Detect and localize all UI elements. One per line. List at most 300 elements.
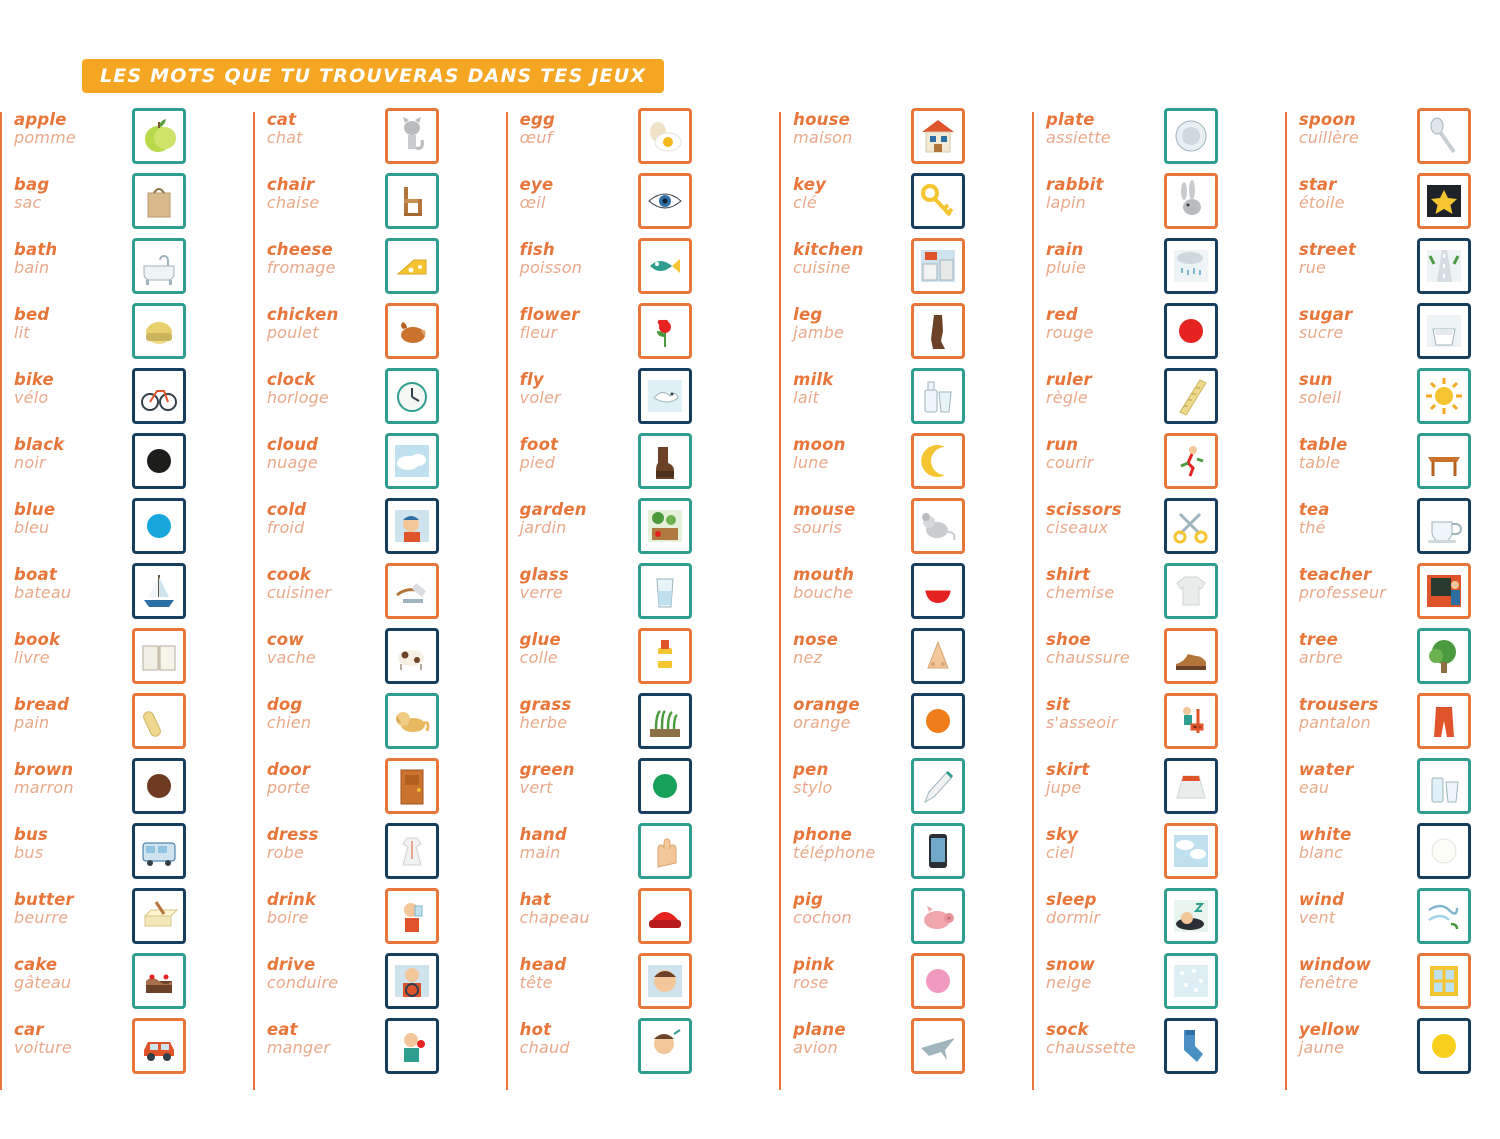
english-word: egg bbox=[519, 110, 556, 129]
word-pair bbox=[267, 628, 375, 667]
word-pair bbox=[520, 498, 628, 537]
word-pair bbox=[1299, 108, 1407, 147]
word-entry bbox=[267, 368, 468, 433]
french-word: main bbox=[519, 843, 561, 863]
word-entry bbox=[1299, 108, 1500, 173]
page-title-banner bbox=[82, 59, 664, 93]
chair-icon bbox=[385, 173, 439, 229]
word-entry bbox=[267, 1018, 468, 1083]
word-pair bbox=[267, 758, 375, 797]
word-entry bbox=[793, 758, 994, 823]
pen-icon bbox=[911, 758, 965, 814]
word-pair bbox=[1299, 368, 1407, 407]
word-entry bbox=[267, 563, 468, 628]
english-word: foot bbox=[519, 435, 559, 454]
french-word: chapeau bbox=[519, 908, 590, 928]
french-word: bleu bbox=[14, 518, 50, 538]
baguette-icon bbox=[132, 693, 186, 749]
french-word: tête bbox=[519, 973, 553, 993]
moon-icon bbox=[911, 433, 965, 489]
cat-icon bbox=[385, 108, 439, 164]
head-icon bbox=[638, 953, 692, 1009]
french-word: pantalon bbox=[1298, 713, 1371, 733]
word-entry bbox=[793, 628, 994, 693]
word-entry bbox=[1046, 498, 1247, 563]
word-entry bbox=[14, 108, 215, 173]
french-word: bus bbox=[14, 843, 44, 863]
word-pair bbox=[1299, 628, 1407, 667]
pig-icon bbox=[911, 888, 965, 944]
english-word: boat bbox=[14, 565, 57, 584]
french-word: téléphone bbox=[793, 843, 876, 863]
clock-icon bbox=[385, 368, 439, 424]
flying-bird-icon bbox=[638, 368, 692, 424]
word-pair bbox=[14, 758, 122, 797]
english-word: leg bbox=[793, 305, 823, 324]
french-word: manger bbox=[266, 1038, 331, 1058]
english-word: red bbox=[1046, 305, 1078, 324]
french-word: horloge bbox=[266, 388, 329, 408]
word-pair bbox=[14, 953, 122, 992]
word-pair bbox=[267, 953, 375, 992]
apple-icon bbox=[132, 108, 186, 164]
driving-icon bbox=[385, 953, 439, 1009]
english-word: teacher bbox=[1298, 565, 1372, 584]
french-word: voler bbox=[519, 388, 561, 408]
word-pair bbox=[1046, 498, 1154, 537]
word-entry bbox=[520, 888, 721, 953]
word-entry bbox=[520, 303, 721, 368]
sailboat-icon bbox=[132, 563, 186, 619]
english-word: yellow bbox=[1298, 1020, 1360, 1039]
word-pair bbox=[1046, 823, 1154, 862]
french-word: courir bbox=[1046, 453, 1094, 473]
english-word: clock bbox=[266, 370, 316, 389]
sugar-icon bbox=[1417, 303, 1471, 359]
english-word: hand bbox=[519, 825, 567, 844]
milk-icon bbox=[911, 368, 965, 424]
word-pair bbox=[1299, 823, 1407, 862]
word-entry bbox=[1046, 238, 1247, 303]
word-entry bbox=[1046, 108, 1247, 173]
french-word: livre bbox=[14, 648, 50, 668]
word-pair bbox=[1046, 888, 1154, 927]
word-pair bbox=[520, 953, 628, 992]
english-word: milk bbox=[793, 370, 834, 389]
english-word: car bbox=[14, 1020, 44, 1039]
french-word: sucre bbox=[1298, 323, 1344, 343]
word-pair bbox=[1046, 563, 1154, 602]
word-pair bbox=[1046, 108, 1154, 147]
column-gap bbox=[1247, 108, 1285, 1083]
tea-icon bbox=[1417, 498, 1471, 554]
english-word: glass bbox=[519, 565, 569, 584]
english-word: cloud bbox=[266, 435, 319, 454]
english-word: trousers bbox=[1298, 695, 1379, 714]
word-entry bbox=[14, 953, 215, 1018]
window-icon bbox=[1417, 953, 1471, 1009]
english-word: brown bbox=[14, 760, 74, 779]
word-pair bbox=[520, 758, 628, 797]
cake-icon bbox=[132, 953, 186, 1009]
word-entry bbox=[1046, 758, 1247, 823]
word-entry bbox=[520, 758, 721, 823]
word-pair bbox=[267, 563, 375, 602]
bag-icon bbox=[132, 173, 186, 229]
kitchen-icon bbox=[911, 238, 965, 294]
french-word: robe bbox=[266, 843, 304, 863]
word-entry bbox=[1046, 823, 1247, 888]
word-pair bbox=[793, 823, 901, 862]
rain-icon bbox=[1164, 238, 1218, 294]
word-entry bbox=[1046, 173, 1247, 238]
word-entry bbox=[793, 953, 994, 1018]
french-word: neige bbox=[1046, 973, 1092, 993]
word-pair bbox=[14, 238, 122, 277]
word-pair bbox=[793, 108, 901, 147]
french-word: œil bbox=[519, 193, 546, 213]
word-entry bbox=[793, 108, 994, 173]
word-entry bbox=[1299, 303, 1500, 368]
english-word: skirt bbox=[1046, 760, 1090, 779]
word-pair bbox=[1299, 758, 1407, 797]
sky-icon bbox=[1164, 823, 1218, 879]
french-word: gâteau bbox=[14, 973, 72, 993]
word-entry bbox=[793, 173, 994, 238]
english-word: green bbox=[519, 760, 575, 779]
word-entry bbox=[267, 823, 468, 888]
french-word: chaise bbox=[266, 193, 320, 213]
french-word: chaussure bbox=[1046, 648, 1130, 668]
column-1 bbox=[0, 108, 215, 1083]
word-entry bbox=[267, 693, 468, 758]
french-word: beurre bbox=[14, 908, 69, 928]
french-word: lapin bbox=[1046, 193, 1086, 213]
english-word: key bbox=[793, 175, 827, 194]
mouse-icon bbox=[911, 498, 965, 554]
word-pair bbox=[267, 1018, 375, 1057]
english-word: table bbox=[1298, 435, 1348, 454]
french-word: bateau bbox=[14, 583, 72, 603]
word-pair bbox=[1046, 693, 1154, 732]
french-word: eau bbox=[1298, 778, 1330, 798]
word-pair bbox=[267, 433, 375, 472]
butter-icon bbox=[132, 888, 186, 944]
english-word: sun bbox=[1298, 370, 1333, 389]
french-word: cuisiner bbox=[266, 583, 332, 603]
french-word: nuage bbox=[266, 453, 318, 473]
word-entry bbox=[520, 173, 721, 238]
cow-icon bbox=[385, 628, 439, 684]
word-entry bbox=[1299, 628, 1500, 693]
word-pair bbox=[520, 108, 628, 147]
word-pair bbox=[14, 563, 122, 602]
word-entry bbox=[1046, 368, 1247, 433]
word-entry bbox=[14, 238, 215, 303]
word-entry bbox=[1299, 368, 1500, 433]
french-word: assiette bbox=[1046, 128, 1111, 148]
green-circle-icon bbox=[638, 758, 692, 814]
word-pair bbox=[793, 953, 901, 992]
english-word: eye bbox=[519, 175, 554, 194]
word-entry bbox=[793, 823, 994, 888]
french-word: étoile bbox=[1298, 193, 1345, 213]
french-word: avion bbox=[793, 1038, 838, 1058]
english-word: cake bbox=[14, 955, 58, 974]
word-pair bbox=[793, 563, 901, 602]
word-pair bbox=[793, 173, 901, 212]
word-pair bbox=[1046, 173, 1154, 212]
sun-icon bbox=[1417, 368, 1471, 424]
english-word: street bbox=[1298, 240, 1357, 259]
eating-icon bbox=[385, 1018, 439, 1074]
word-pair bbox=[14, 888, 122, 927]
egg-icon bbox=[638, 108, 692, 164]
word-entry bbox=[267, 628, 468, 693]
star-icon bbox=[1417, 173, 1471, 229]
word-entry bbox=[14, 563, 215, 628]
word-entry bbox=[793, 563, 994, 628]
french-word: vache bbox=[266, 648, 316, 668]
sleeping-icon bbox=[1164, 888, 1218, 944]
french-word: jaune bbox=[1298, 1038, 1345, 1058]
french-word: vent bbox=[1298, 908, 1336, 928]
word-entry bbox=[793, 368, 994, 433]
english-word: nose bbox=[793, 630, 839, 649]
water-icon bbox=[1417, 758, 1471, 814]
english-word: drive bbox=[266, 955, 316, 974]
word-pair bbox=[14, 433, 122, 472]
english-word: scissors bbox=[1046, 500, 1122, 519]
flower-icon bbox=[638, 303, 692, 359]
word-pair bbox=[520, 563, 628, 602]
word-pair bbox=[267, 693, 375, 732]
word-pair bbox=[1046, 303, 1154, 342]
french-word: froid bbox=[266, 518, 305, 538]
french-word: nez bbox=[793, 648, 823, 668]
french-word: soleil bbox=[1298, 388, 1342, 408]
french-word: jardin bbox=[519, 518, 567, 538]
english-word: plate bbox=[1046, 110, 1095, 129]
dress-icon bbox=[385, 823, 439, 879]
word-entry bbox=[14, 303, 215, 368]
french-word: pied bbox=[519, 453, 556, 473]
rabbit-icon bbox=[1164, 173, 1218, 229]
word-entry bbox=[793, 433, 994, 498]
french-word: lait bbox=[793, 388, 819, 408]
house-icon bbox=[911, 108, 965, 164]
column-gap bbox=[215, 108, 253, 1083]
english-word: window bbox=[1298, 955, 1372, 974]
ruler-icon bbox=[1164, 368, 1218, 424]
nose-icon bbox=[911, 628, 965, 684]
word-entry bbox=[793, 498, 994, 563]
word-pair bbox=[14, 693, 122, 732]
sitting-icon bbox=[1164, 693, 1218, 749]
mouth-icon bbox=[911, 563, 965, 619]
english-word: fly bbox=[519, 370, 544, 389]
french-word: thé bbox=[1298, 518, 1326, 538]
french-word: poisson bbox=[519, 258, 583, 278]
french-word: arbre bbox=[1298, 648, 1343, 668]
word-entry bbox=[1299, 953, 1500, 1018]
english-word: sit bbox=[1046, 695, 1070, 714]
english-word: pen bbox=[793, 760, 829, 779]
glue-icon bbox=[638, 628, 692, 684]
english-word: moon bbox=[793, 435, 846, 454]
word-pair bbox=[14, 108, 122, 147]
french-word: dormir bbox=[1046, 908, 1101, 928]
french-word: cuillère bbox=[1298, 128, 1359, 148]
english-word: bus bbox=[14, 825, 48, 844]
french-word: vert bbox=[519, 778, 553, 798]
english-word: bath bbox=[14, 240, 58, 259]
cooking-icon bbox=[385, 563, 439, 619]
garden-icon bbox=[638, 498, 692, 554]
hand-icon bbox=[638, 823, 692, 879]
hot-child-icon bbox=[638, 1018, 692, 1074]
english-word: cheese bbox=[266, 240, 333, 259]
word-pair bbox=[520, 823, 628, 862]
word-entry bbox=[1046, 563, 1247, 628]
word-pair bbox=[1299, 693, 1407, 732]
book-icon bbox=[132, 628, 186, 684]
hat-icon bbox=[638, 888, 692, 944]
word-pair bbox=[1046, 433, 1154, 472]
french-word: noir bbox=[14, 453, 46, 473]
column-5 bbox=[1032, 108, 1247, 1083]
english-word: cat bbox=[266, 110, 297, 129]
word-entry bbox=[520, 823, 721, 888]
word-entry bbox=[1046, 693, 1247, 758]
french-word: s'asseoir bbox=[1046, 713, 1118, 733]
word-pair bbox=[267, 888, 375, 927]
word-entry bbox=[1046, 628, 1247, 693]
word-entry bbox=[520, 433, 721, 498]
french-word: conduire bbox=[266, 973, 339, 993]
english-word: snow bbox=[1046, 955, 1095, 974]
grass-icon bbox=[638, 693, 692, 749]
french-word: œuf bbox=[519, 128, 553, 148]
english-word: cold bbox=[266, 500, 307, 519]
english-word: drink bbox=[266, 890, 317, 909]
english-word: bed bbox=[14, 305, 50, 324]
french-word: cochon bbox=[793, 908, 852, 928]
column-2 bbox=[253, 108, 468, 1083]
word-pair bbox=[267, 108, 375, 147]
bathtub-icon bbox=[132, 238, 186, 294]
word-entry bbox=[1299, 498, 1500, 563]
english-word: sky bbox=[1046, 825, 1079, 844]
english-word: book bbox=[14, 630, 61, 649]
word-entry bbox=[793, 888, 994, 953]
word-entry bbox=[1299, 563, 1500, 628]
word-pair bbox=[520, 173, 628, 212]
word-pair bbox=[1046, 368, 1154, 407]
white-circle-icon bbox=[1417, 823, 1471, 879]
yellow-circle-icon bbox=[1417, 1018, 1471, 1074]
word-pair bbox=[1299, 498, 1407, 537]
word-entry bbox=[14, 433, 215, 498]
word-entry bbox=[520, 693, 721, 758]
bed-icon bbox=[132, 303, 186, 359]
tree-icon bbox=[1417, 628, 1471, 684]
english-word: butter bbox=[14, 890, 74, 909]
english-word: black bbox=[14, 435, 65, 454]
word-entry bbox=[267, 888, 468, 953]
english-word: head bbox=[519, 955, 567, 974]
leg-icon bbox=[911, 303, 965, 359]
english-word: glue bbox=[519, 630, 561, 649]
english-word: mouth bbox=[793, 565, 855, 584]
foot-icon bbox=[638, 433, 692, 489]
french-word: stylo bbox=[793, 778, 833, 798]
word-entry bbox=[14, 1018, 215, 1083]
english-word: kitchen bbox=[793, 240, 864, 259]
french-word: chat bbox=[266, 128, 303, 148]
english-word: hot bbox=[519, 1020, 552, 1039]
word-entry bbox=[1299, 823, 1500, 888]
word-pair bbox=[267, 238, 375, 277]
english-word: tree bbox=[1298, 630, 1339, 649]
word-pair bbox=[14, 173, 122, 212]
sock-icon bbox=[1164, 1018, 1218, 1074]
english-word: dog bbox=[266, 695, 303, 714]
word-entry bbox=[14, 368, 215, 433]
word-pair bbox=[793, 303, 901, 342]
word-pair bbox=[1046, 758, 1154, 797]
word-pair bbox=[793, 758, 901, 797]
word-pair bbox=[520, 888, 628, 927]
eye-icon bbox=[638, 173, 692, 229]
column-3 bbox=[506, 108, 721, 1083]
spoon-icon bbox=[1417, 108, 1471, 164]
word-entry bbox=[1046, 953, 1247, 1018]
french-word: vélo bbox=[14, 388, 49, 408]
french-word: rose bbox=[793, 973, 829, 993]
english-word: chair bbox=[266, 175, 315, 194]
word-entry bbox=[520, 563, 721, 628]
word-pair bbox=[520, 693, 628, 732]
column-6 bbox=[1285, 108, 1500, 1083]
orange-circle-icon bbox=[911, 693, 965, 749]
red-circle-icon bbox=[1164, 303, 1218, 359]
english-word: eat bbox=[266, 1020, 298, 1039]
word-pair bbox=[1299, 1018, 1407, 1057]
word-entry bbox=[1299, 693, 1500, 758]
word-entry bbox=[267, 953, 468, 1018]
french-word: porte bbox=[266, 778, 311, 798]
english-word: star bbox=[1298, 175, 1337, 194]
english-word: apple bbox=[14, 110, 67, 129]
word-entry bbox=[267, 238, 468, 303]
word-pair bbox=[793, 238, 901, 277]
french-word: colle bbox=[519, 648, 558, 668]
chicken-icon bbox=[385, 303, 439, 359]
word-pair bbox=[14, 823, 122, 862]
french-word: souris bbox=[793, 518, 842, 538]
english-word: pink bbox=[793, 955, 835, 974]
french-word: verre bbox=[519, 583, 563, 603]
word-pair bbox=[1299, 563, 1407, 602]
word-entry bbox=[267, 498, 468, 563]
door-icon bbox=[385, 758, 439, 814]
word-pair bbox=[267, 303, 375, 342]
word-pair bbox=[1299, 303, 1407, 342]
pink-circle-icon bbox=[911, 953, 965, 1009]
plane-icon bbox=[911, 1018, 965, 1074]
english-word: shirt bbox=[1046, 565, 1091, 584]
